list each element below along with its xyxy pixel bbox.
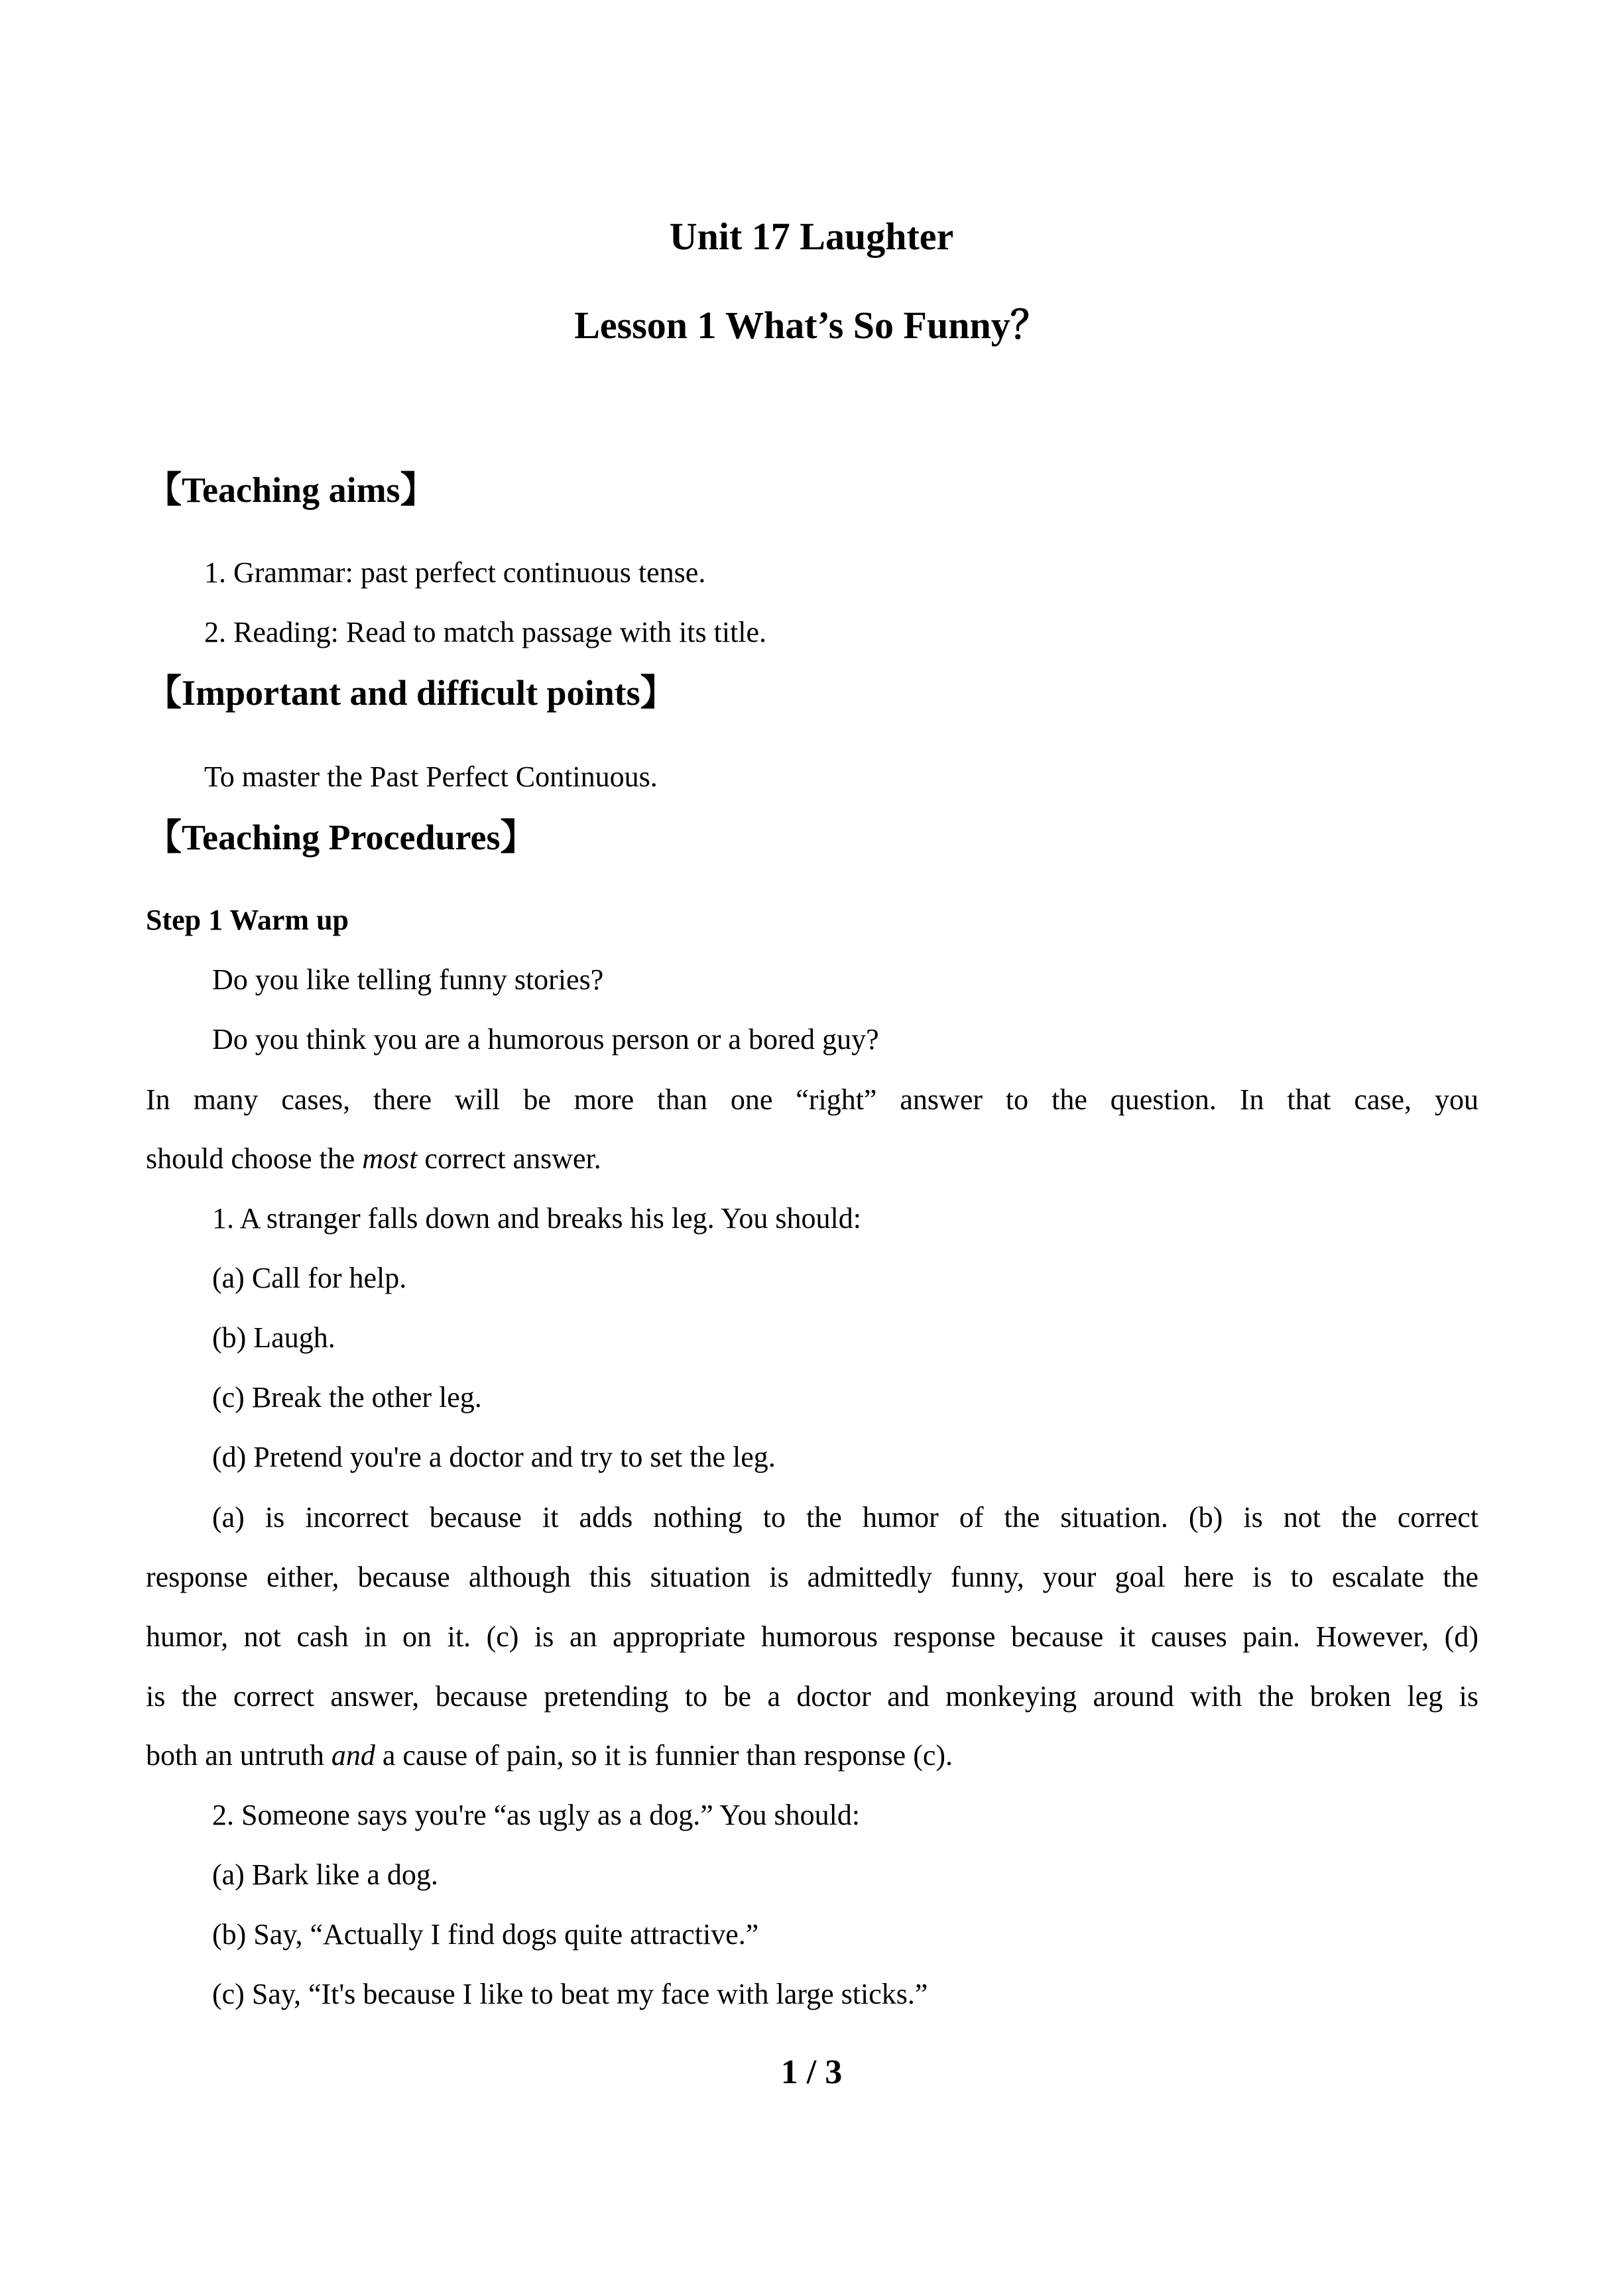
question-1-option-c: (c) Break the other leg. [212,1381,482,1414]
question-2-option-c: (c) Say, “It's because I like to beat my face with large sticks.” [212,1978,928,2010]
intro-emphasis: most [362,1142,418,1175]
explanation-line-3: humor, not cash in on it. (c) is an appropriate humorous response because it causes pain. However, (d) [146,1620,1478,1653]
explanation-emphasis: and [331,1739,375,1772]
step-1-heading: Step 1 Warm up [146,904,349,936]
aim-item-reading: 2. Reading: Read to match passage with its title. [204,616,767,648]
explanation-line-1: (a) is incorrect because it adds nothing to the humor of the situation. (b) is not the correct [212,1501,1478,1534]
explanation-line-4: is the correct answer, because pretending to be a doctor and monkeying around with the broken leg is [146,1680,1478,1713]
aim-item-grammar: 1. Grammar: past perfect continuous tense. [204,556,706,589]
question-2: 2. Someone says you're “as ugly as a dog.” You should: [212,1799,861,1831]
intro-line-2 [146,1139,601,1179]
explanation-text-before: both an untruth [146,1739,331,1772]
question-2-option-a: (a) Bark like a dog. [212,1858,438,1891]
unit-title: Unit 17 Laughter [669,215,954,258]
explanation-line-2: response either, because although this situation is admittedly funny, your goal here is to escalate the [146,1561,1478,1593]
question-1-option-d: (d) Pretend you're a doctor and try to set the leg. [212,1441,776,1473]
question-1-option-b: (b) Laugh. [212,1321,335,1354]
explanation-text-after: a cause of pain, so it is funnier than response (c). [375,1739,953,1772]
important-points-text: To master the Past Perfect Continuous. [204,760,658,793]
question-1-option-a: (a) Call for help. [212,1262,407,1294]
intro-text-after: correct answer. [417,1142,601,1175]
page-number: 1 / 3 [780,2053,843,2091]
important-points-heading: 【Important and difficult points】 [146,673,676,713]
warmup-question-1: Do you like telling funny stories? [212,963,604,996]
intro-line-1: In many cases, there will be more than one “right” answer to the question. In that case, you [146,1083,1478,1116]
explanation-line-5 [146,1736,953,1776]
lesson-title: Lesson 1 What’s So Funny？ [574,304,1049,347]
intro-text-before: should choose the [146,1142,363,1175]
teaching-aims-heading: 【Teaching aims】 [146,470,436,510]
question-2-option-b: (b) Say, “Actually I find dogs quite attractive.” [212,1918,759,1951]
teaching-procedures-heading: 【Teaching Procedures】 [146,817,536,857]
question-1: 1. A stranger falls down and breaks his leg. You should: [212,1202,861,1235]
warmup-question-2: Do you think you are a humorous person or a bored guy? [212,1023,879,1056]
